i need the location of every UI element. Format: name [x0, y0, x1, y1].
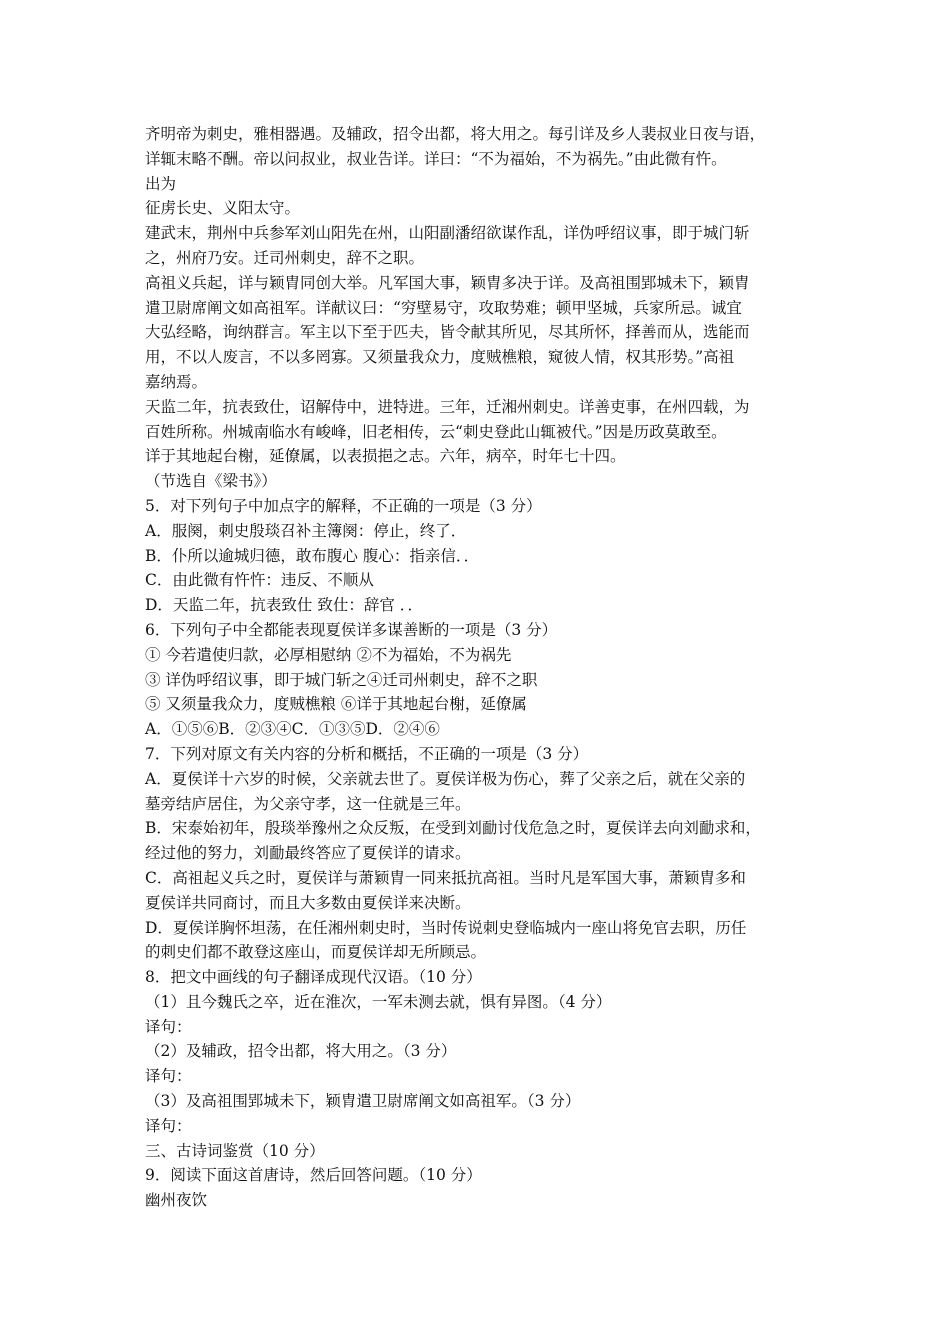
option-b: B．仆所以逾城归德，敢布腹心 腹心：指亲信．． — [145, 546, 480, 565]
text-line: 经过他的努力，刘勔最终答应了夏侯详的请求。 — [145, 844, 471, 863]
answer-label: 译句： — [145, 1017, 192, 1036]
question-8: 8．把文中画线的句子翻译成现代汉语。（10 分） — [145, 968, 482, 987]
answer-label: 译句： — [145, 1067, 192, 1086]
text-line: 的刺史们都不敢登这座山，而夏侯详却无所顾忌。 — [145, 943, 487, 962]
text-line: 天监二年，抗表致仕，诏解侍中，进特进。三年，迁湘州刺史。详善吏事，在州四载，为 — [145, 397, 750, 416]
option-a: A．服阕，刺史殷琰召补主簿阕：停止，终了． — [145, 521, 467, 540]
list-item: ⑤ 又须量我众力，度贼樵粮 ⑥详于其地起台榭，延僚属 — [145, 695, 527, 714]
text-line: 征虏长史、义阳太守。 — [145, 199, 301, 218]
list-item: ① 今若遣使归款，必厚相慰纳 ②不为福始，不为祸先 — [145, 645, 512, 664]
source-citation: （节选自《梁书》） — [145, 472, 277, 491]
option-c: C．高祖起义兵之时，夏侯详与萧颖胄一同来抵抗高祖。当时凡是军国大事，萧颖胄多和 — [145, 868, 746, 887]
text-line: 详于其地起台榭，延僚属，以表损挹之志。六年，病卒，时年七十四。 — [145, 447, 626, 466]
section-heading: 三、古诗词鉴赏（10 分） — [145, 1141, 325, 1160]
question-9: 9．阅读下面这首唐诗，然后回答问题。（10 分） — [145, 1166, 482, 1185]
option-d: D．夏侯详胸怀坦荡，在任湘州刺史时，当时传说刺史登临城内一座山将免官去职，历任 — [145, 918, 747, 937]
text-line: 遣卫尉席阐文如高祖军。详献议曰：“穷壁易守，攻取势难；顿甲坚城，兵家所忌。诚宜 — [145, 298, 742, 317]
document-page — [145, 122, 815, 1213]
text-line: 嘉纳焉。 — [145, 372, 208, 391]
sub-question: （2）及辅政，招令出都，将大用之。（3 分） — [145, 1042, 457, 1061]
text-line: 建武末，荆州中兵参军刘山阳先在州，山阳副潘绍欲谋作乱，详伪呼绍议事，即于城门斩 — [145, 224, 750, 243]
poem-title: 幽州夜饮 — [145, 1191, 208, 1210]
text-line: 百姓所称。州城南临水有峻峰，旧老相传，云“刺史登此山辄被代。”因是历政莫敢至。 — [145, 422, 727, 441]
question-7: 7．下列对原文有关内容的分析和概括，不正确的一项是（3 分） — [145, 744, 589, 763]
question-6: 6．下列句子中全都能表现夏侯详多谋善断的一项是（3 分） — [145, 620, 558, 639]
answer-label: 译句： — [145, 1116, 192, 1135]
text-line: 高祖义兵起，详与颖胄同创大举。凡军国大事，颖胄多决于详。及高祖围郢城未下，颖胄 — [145, 273, 750, 292]
question-5: 5．对下列句子中加点字的解释，不正确的一项是（3 分） — [145, 496, 542, 515]
text-line: 出为 — [145, 174, 177, 193]
text-line: 用，不以人废言，不以多罔寡。又须量我众力，度贼樵粮，窥彼人情，权其形势。”高祖 — [145, 348, 735, 367]
option-a: A．夏侯详十六岁的时候，父亲就去世了。夏侯详极为伤心，葬了父亲之后，就在父亲的 — [145, 769, 746, 788]
text-line: 墓旁结庐居住，为父亲守孝，这一住就是三年。 — [145, 794, 471, 813]
text-line: 大弘经略，询纳群言。军主以下至于匹夫，皆令献其所见，尽其所怀，择善而从，选能而 — [145, 323, 750, 342]
text-line: 之，州府乃安。迁司州刺史，辞不之职。 — [145, 248, 425, 267]
text-line: 齐明帝为刺史，雅相器遇。及辅政，招令出都，将大用之。每引详及乡人裴叔业日夜与语， — [145, 125, 766, 143]
option-b: B．宋泰始初年，殷琰举豫州之众反叛，在受到刘勔讨伐危急之时，夏侯详去向刘勔求和， — [145, 819, 761, 838]
answer-options: A．①⑤⑥B．②③④C．①③⑤D．②④⑥ — [145, 720, 440, 739]
option-c: C．由此微有忤忤：违反、不顺从 — [145, 571, 374, 590]
text-line: 夏侯详共同商讨，而且大多数由夏侯详来决断。 — [145, 893, 471, 912]
list-item: ③ 详伪呼绍议事，即于城门斩之④迁司州刺史，辞不之职 — [145, 670, 538, 689]
sub-question: （3）及高祖围郢城未下，颖胄遣卫尉席阐文如高祖军。（3 分） — [145, 1092, 581, 1111]
option-d: D．天监二年，抗表致仕 致仕：辞官 ．． — [145, 596, 424, 615]
text-line: 详辄末略不酬。帝以问叔业，叔业告详。详曰：“不为福始，不为祸先。”由此微有忤。 — [145, 149, 727, 168]
sub-question: （1）且今魏氏之卒，近在淮次，一军未测去就，惧有异图。（4 分） — [145, 992, 612, 1011]
